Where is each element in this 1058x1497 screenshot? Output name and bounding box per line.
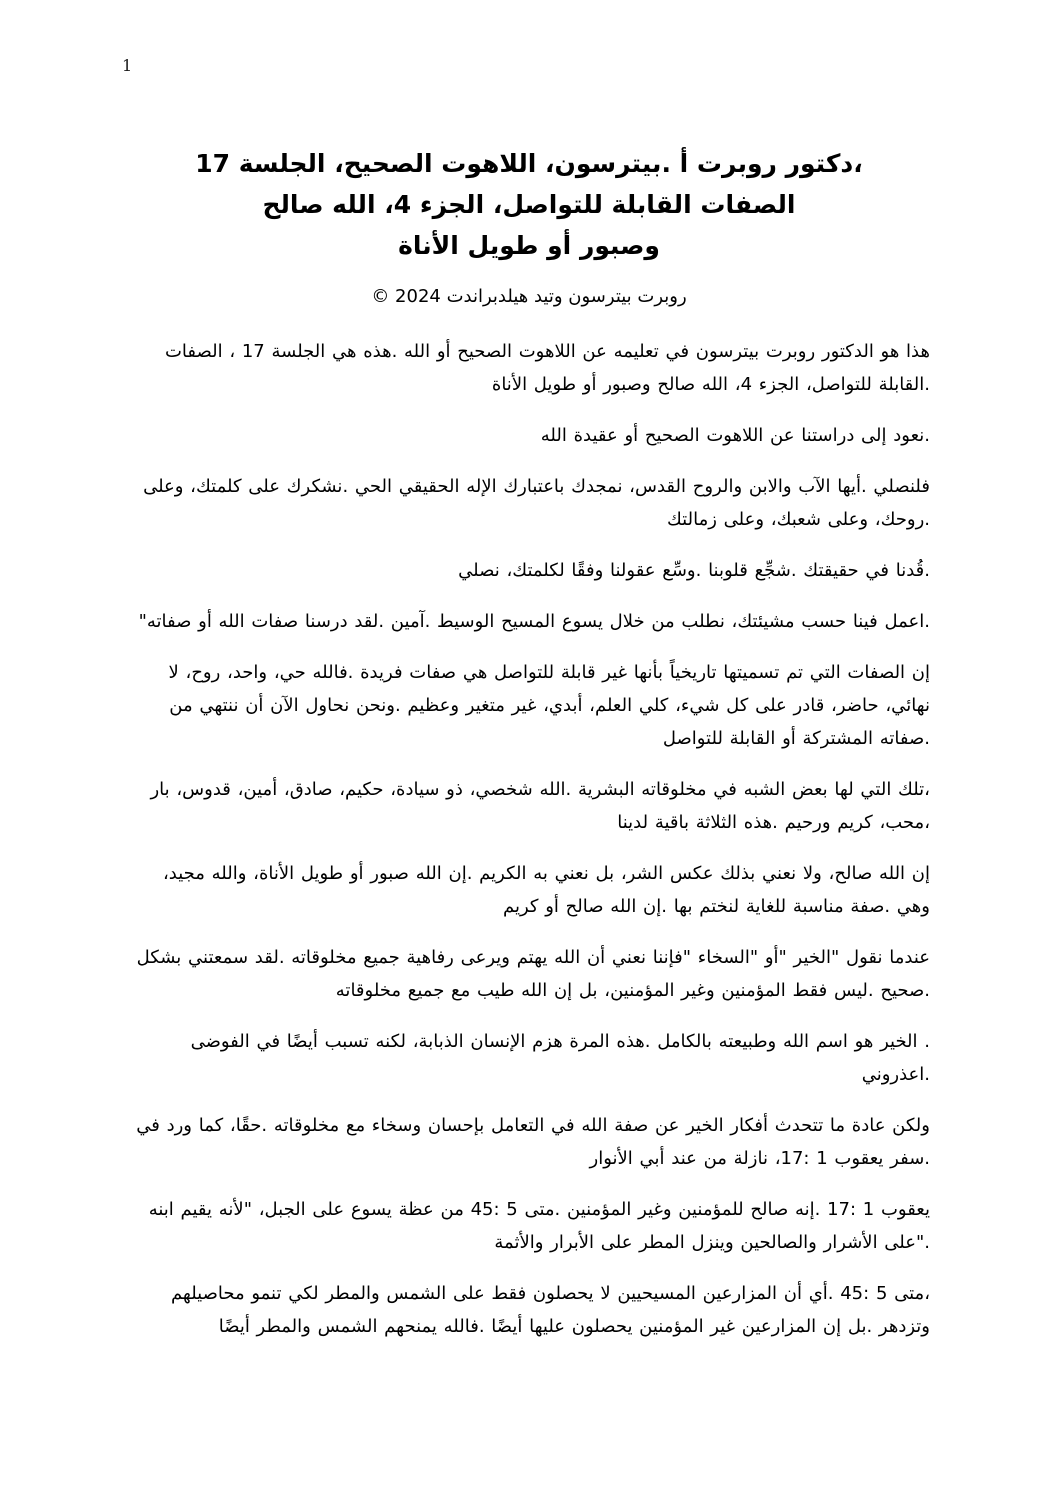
paragraph: . الخير هو اسم الله وطبيعته بالكامل .هذه المرة هزم الإنسان الذبابة، لكنه تسبب أيضًا في الفوضى .اعذروني xyxy=(190,1030,930,1085)
paragraph: هذا هو الدكتور روبرت بيترسون في تعليمه عن اللاهوت الصحيح أو الله .هذه هي الجلسة 17 ، الصفات .القابلة للتواصل، الجزء 4، الله صالح وصبور أو طويل الأناة xyxy=(164,340,930,395)
page-number: 1 xyxy=(122,56,133,75)
document-title xyxy=(128,143,930,266)
paragraph: .اعمل فينا حسب مشيئتك، نطلب من خلال يسوع المسيح الوسيط .آمين .لقد درسنا صفات الله أو صفاته" xyxy=(138,610,930,632)
paragraph: عندما نقول "الخير "أو "السخاء "فإننا نعني أن الله يهتم ويرعى رفاهية جميع مخلوقاته .لقد سمعتني بشكل .صحيح .ليس فقط المؤمنين وغير المؤمنين، بل إن الله طيب مع جميع مخلوقاته xyxy=(136,946,930,1001)
paragraph: .قُدنا في حقيقتك .شجِّع قلوبنا .وسِّع عقولنا وفقًا لكلمتك، نصلي xyxy=(458,559,930,581)
paragraph: إن الصفات التي تم تسميتها تاريخياً بأنها غير قابلة للتواصل هي صفات فريدة .فالله حي، واحد، روح، لا نهائي، حاضر، قادر على كل شيء، كلي العلم، أبدي، غير متغير وعظيم .ونحن نحاول الآن أن ننتهي من .صفاته المشتركة أو القابلة للتواصل xyxy=(168,661,930,749)
paragraph: ،متى 5 :45 .أي أن المزارعين المسيحيين لا يحصلون فقط على الشمس والمطر لكي تنمو محاصيلهم وتزدهر .بل إن المزارعين غير المؤمنين يحصلون عليها أيضًا .فالله يمنحهم الشمس والمطر أيضًا xyxy=(170,1282,930,1337)
paragraph: يعقوب 1 :17 .إنه صالح للمؤمنين وغير المؤمنين .متى 5 :45 من عظة يسوع على الجبل، "لأنه يقيم ابنه ."على الأشرار والصالحين وينزل المطر على الأبرار والأثمة xyxy=(148,1198,930,1253)
paragraph: إن الله صالح، ولا نعني بذلك عكس الشر، بل نعني به الكريم .إن الله صبور أو طويل الأناة، والله مجيد، وهي .صفة مناسبة للغاية لنختم بها .إن الله صالح أو كريم xyxy=(162,862,930,917)
document-title-line-3: وصبور أو طويل الأناة xyxy=(398,230,660,260)
document-body xyxy=(128,335,930,1343)
document-title-line-1: ،دكتور روبرت أ .بيترسون، اللاهوت الصحيح، الجلسة 17 xyxy=(195,148,863,178)
paragraph: ولكن عادة ما تتحدث أفكار الخير عن صفة الله في التعامل بإحسان وسخاء مع مخلوقاته .حقًا، كما ورد في .سفر يعقوب 1 :17، نازلة من عند أبي الأنوار xyxy=(136,1114,930,1169)
paragraph: ،تلك التي لها بعض الشبه في مخلوقاته البشرية .الله شخصي، ذو سيادة، حكيم، صادق، أمين، قدوس، بار ،محب، كريم ورحيم .هذه الثلاثة باقية لدينا xyxy=(150,778,930,833)
paragraph: .نعود إلى دراستنا عن اللاهوت الصحيح أو عقيدة الله xyxy=(540,424,930,446)
document-title-line-2: الصفات القابلة للتواصل، الجزء 4، الله صالح xyxy=(262,189,796,219)
copyright-line: روبرت بيترسون وتيد هيلدبراندت 2024 © xyxy=(371,285,687,307)
paragraph: فلنصلي .أيها الآب والابن والروح القدس، نمجدك باعتبارك الإله الحقيقي الحي .نشكرك على كلمتك، وعلى .روحك، وعلى شعبك، وعلى زمالتك xyxy=(143,475,930,530)
